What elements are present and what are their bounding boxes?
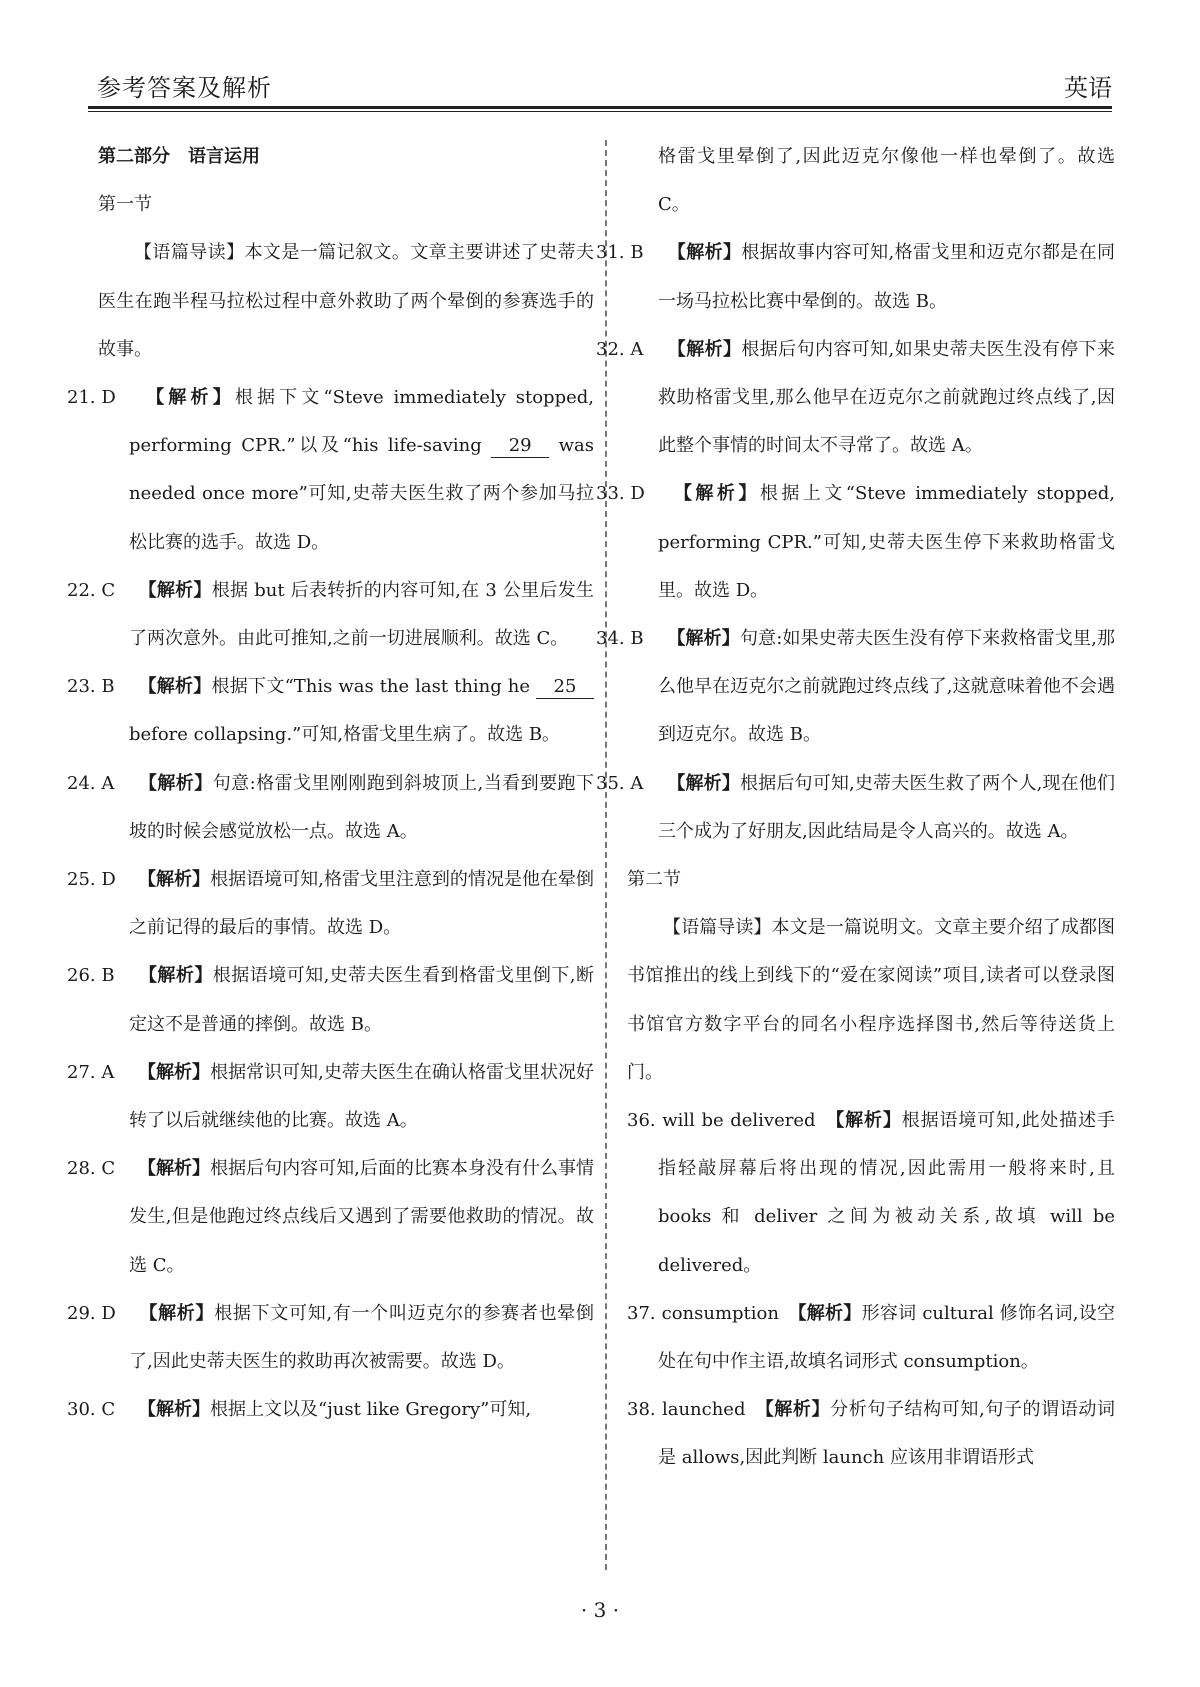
answer-number: 24. A: [67, 772, 115, 794]
answer-text: 句意:如果史蒂夫医生没有停下来救格雷戈里,那么他早在迈克尔之前就跑过终点线了,这就意味着他不会遇到迈克尔。故选 B。: [658, 628, 1115, 746]
answer-text: 根据后句内容可知,后面的比赛本身没有什么事情发生,但是他跑过终点线后又遇到了需要他救助的情况。故选 C。: [129, 1158, 595, 1276]
analysis-tag: 【解析】: [147, 965, 213, 987]
answer-number: 35. A: [596, 772, 644, 794]
analysis-tag: 【解析】: [676, 772, 741, 794]
right-column: [596, 133, 1116, 1483]
answer-number: 27. A: [67, 1061, 115, 1083]
analysis-tag: 【解析】: [147, 1158, 211, 1180]
answer-text: 根据上文“Steve immediately stopped, performing CPR.”可知,史蒂夫医生停下来救助格雷戈里。故选 D。: [658, 483, 1116, 601]
analysis-tag: 【解析】: [147, 579, 212, 601]
answer-number: 33. D: [596, 483, 645, 505]
analysis-tag: 【解析】: [682, 483, 760, 505]
answer-item: [627, 1386, 1115, 1482]
blank-number: 25: [536, 676, 594, 699]
answer-text: 根据下文“This was the last thing he: [211, 676, 531, 698]
answer-item: [67, 374, 594, 567]
analysis-tag: 【解析】: [764, 1399, 831, 1421]
header-rule: [88, 106, 1112, 109]
answer-text: 根据语境可知,史蒂夫医生看到格雷戈里倒下,断定这不是普通的摔倒。故选 B。: [129, 965, 594, 1035]
answer-item: [67, 856, 595, 952]
answer-text: 形容词 cultural 修饰名词,设空处在句中作主语,故填名词形式 consumption。: [658, 1302, 1115, 1373]
answer-text: 句意:格雷戈里刚刚跑到斜坡顶上,当看到要跑下坡的时候会感觉放松一点。故选 A。: [129, 772, 594, 842]
answer-text: 根据后句可知,史蒂夫医生救了两个人,现在他们三个成为了好朋友,因此结局是令人高兴的。故选 A。: [658, 772, 1116, 842]
answer-text: 根据后句内容可知,如果史蒂夫医生没有停下来救助格雷戈里,那么他早在迈克尔之前就跑过终点线了,因此整个事情的时间太不寻常了。故选 A。: [658, 338, 1116, 457]
answer-item: [596, 470, 1116, 615]
section-heading: 第二部分 语言运用: [98, 146, 260, 167]
blank-number: 29: [491, 435, 549, 458]
header-rule-thin: [88, 111, 1112, 112]
analysis-tag: 【解析】: [155, 387, 235, 409]
analysis-tag: 【解析】: [835, 1110, 902, 1132]
answer-continuation: 格雷戈里晕倒了,因此迈克尔像他一样也晕倒了。故选 C。: [658, 146, 1115, 216]
answer-number: 36. will be delivered: [627, 1110, 816, 1132]
answer-item: [596, 326, 1116, 471]
answer-text: 分析句子结构可知,句子的谓语动词是 allows,因此判断 launch 应该用非谓语形式: [658, 1399, 1115, 1469]
answer-text: 根据下文“Steve immediately stopped, performing CPR.”以及“his life-saving: [129, 387, 594, 457]
passage-intro: 【语篇导读】本文是一篇记叙文。文章主要讲述了史蒂夫医生在跑半程马拉松过程中意外救助了两个晕倒的参赛选手的故事。: [98, 242, 594, 360]
passage-intro: 【语篇导读】本文是一篇说明文。文章主要介绍了成都图书馆推出的线上到线下的“爱在家阅读”项目,读者可以登录图书馆官方数字平台的同名小程序选择图书,然后等待送货上门。: [627, 917, 1115, 1083]
answer-number: 37. consumption: [627, 1302, 779, 1324]
answer-text-cont: before collapsing.”可知,格雷戈里生病了。故选 B。: [129, 724, 561, 746]
header-subject: 英语: [1064, 74, 1112, 102]
answer-item: [596, 760, 1116, 856]
answer-number: 34. B: [596, 628, 644, 650]
answer-text: 根据 but 后表转折的内容可知,在 3 公里后发生了两次意外。由此可推知,之前一切进展顺利。故选 C。: [129, 579, 594, 650]
subsection-heading: 第二节: [627, 869, 681, 891]
answer-item: [596, 229, 1116, 325]
answer-item: [67, 1290, 594, 1386]
analysis-tag: 【解析】: [147, 772, 213, 794]
answer-number: 22. C: [67, 579, 116, 601]
answer-number: 31. B: [596, 242, 644, 264]
answer-item: [67, 1049, 595, 1145]
answer-number: 29. D: [67, 1302, 116, 1324]
analysis-tag: 【解析】: [797, 1302, 862, 1324]
answer-number: 32. A: [596, 338, 644, 360]
answer-number: 23. B: [67, 676, 115, 698]
answer-number: 38. launched: [627, 1399, 746, 1421]
header-title: 参考答案及解析: [97, 74, 272, 102]
answer-item: [67, 567, 594, 663]
answer-text-cont: was needed once more”可知,史蒂夫医生救了两个参加马拉松比赛的选手。故选 D。: [129, 435, 594, 553]
answer-text: 根据故事内容可知,格雷戈里和迈克尔都是在同一场马拉松比赛中晕倒的。故选 B。: [658, 242, 1116, 312]
answer-item: [67, 952, 594, 1048]
analysis-tag: 【解析】: [147, 676, 212, 698]
answer-item: [596, 615, 1115, 760]
answer-number: 25. D: [67, 869, 116, 891]
answer-number: 28. C: [67, 1158, 116, 1180]
left-column: [67, 133, 595, 1434]
answer-text: 根据常识可知,史蒂夫医生在确认格雷戈里状况好转了以后就继续他的比赛。故选 A。: [129, 1061, 595, 1132]
analysis-tag: 【解析】: [147, 869, 211, 891]
analysis-tag: 【解析】: [148, 1302, 215, 1324]
analysis-tag: 【解析】: [147, 1061, 211, 1083]
answer-number: 21. D: [67, 387, 116, 409]
answer-item: [67, 663, 594, 759]
analysis-tag: 【解析】: [147, 1399, 210, 1421]
subsection-heading: 第一节: [98, 194, 152, 216]
answer-item: [627, 1290, 1115, 1386]
answer-text: 根据语境可知,格雷戈里注意到的情况是他在晕倒之前记得的最后的事情。故选 D。: [129, 869, 595, 939]
analysis-tag: 【解析】: [676, 242, 742, 264]
answer-item: [67, 1386, 594, 1434]
page-header: [97, 68, 1112, 106]
answer-item: [627, 1097, 1115, 1290]
answer-number: 30. C: [67, 1399, 116, 1421]
page-number: · 3 ·: [580, 1598, 620, 1622]
analysis-tag: 【解析】: [676, 628, 740, 650]
answer-item: [67, 1145, 595, 1290]
analysis-tag: 【解析】: [676, 338, 742, 360]
answer-number: 26. B: [67, 965, 115, 987]
answer-text: 根据语境可知,此处描述手指轻敲屏幕后将出现的情况,因此需用一般将来时,且 books 和 deliver 之间为被动关系,故填 will be delivered。: [658, 1110, 1116, 1276]
answer-text: 根据下文可知,有一个叫迈克尔的参赛者也晕倒了,因此史蒂夫医生的救助再次被需要。故选 D。: [129, 1302, 594, 1373]
answer-item: [67, 760, 594, 856]
answer-text: 根据上文以及“just like Gregory”可知,: [210, 1399, 532, 1421]
